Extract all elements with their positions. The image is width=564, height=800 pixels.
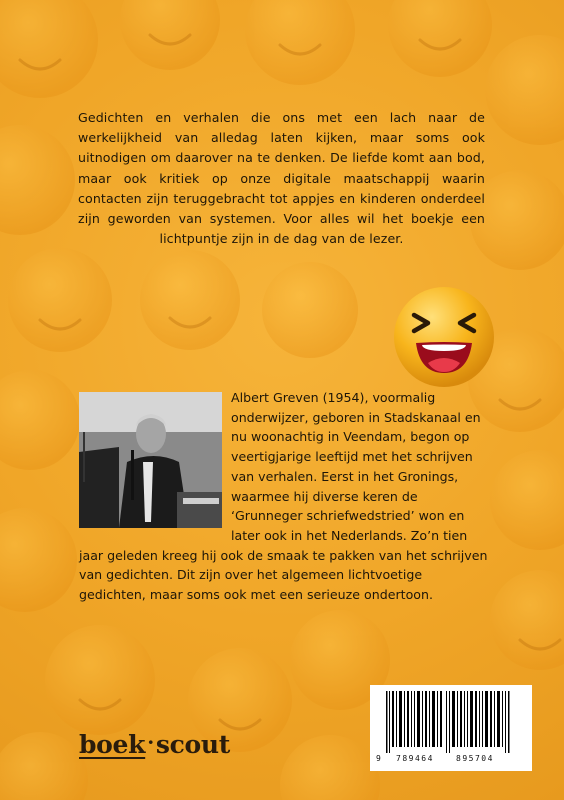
author-bio [79, 388, 491, 605]
barcode-group-2: 895704 [456, 754, 494, 763]
publisher-logo: boek ·scout [79, 730, 231, 759]
barcode-group-1: 789464 [396, 754, 434, 763]
blurb-text: Gedichten en verhalen die ons met een lach naar de werkelijkheid van alledag laten kijken, maar soms ook uitnodigen om daarover na te denken. De liefde komt aan bod, maar ook kritiek op onze digitale maatschappij waarin contacten zijn teruggebracht tot appjes en kinderen onderdeel zijn geworden van systemen. Voor alles wil het boekje een lichtpuntje zijn in de dag van de lezer. [78, 110, 485, 247]
barcode-digit-first: 9 [376, 754, 381, 763]
author-bio-text: Albert Greven (1954), voormalig onderwijzer, geboren in Stadskanaal en nu woonachtig in Veendam, begon op veertigjarige leeftijd met het schrijven van verhalen. Eerst in het Gronings, waarmee hij diverse keren de ‘Grunneger schriefwedstried’ won en later ook in het Nederlands. Zo’n tien jaar geleden kreeg hij ook de smaak te pakken van het schrijven van gedichten. Dit zijn over het algemeen lichtvoetige gedichten, maar soms ook met een serieuze ondertoon. [79, 390, 488, 603]
laughing-emoji-icon [392, 285, 496, 389]
barcode-bars [380, 691, 522, 753]
isbn-barcode [370, 685, 532, 771]
